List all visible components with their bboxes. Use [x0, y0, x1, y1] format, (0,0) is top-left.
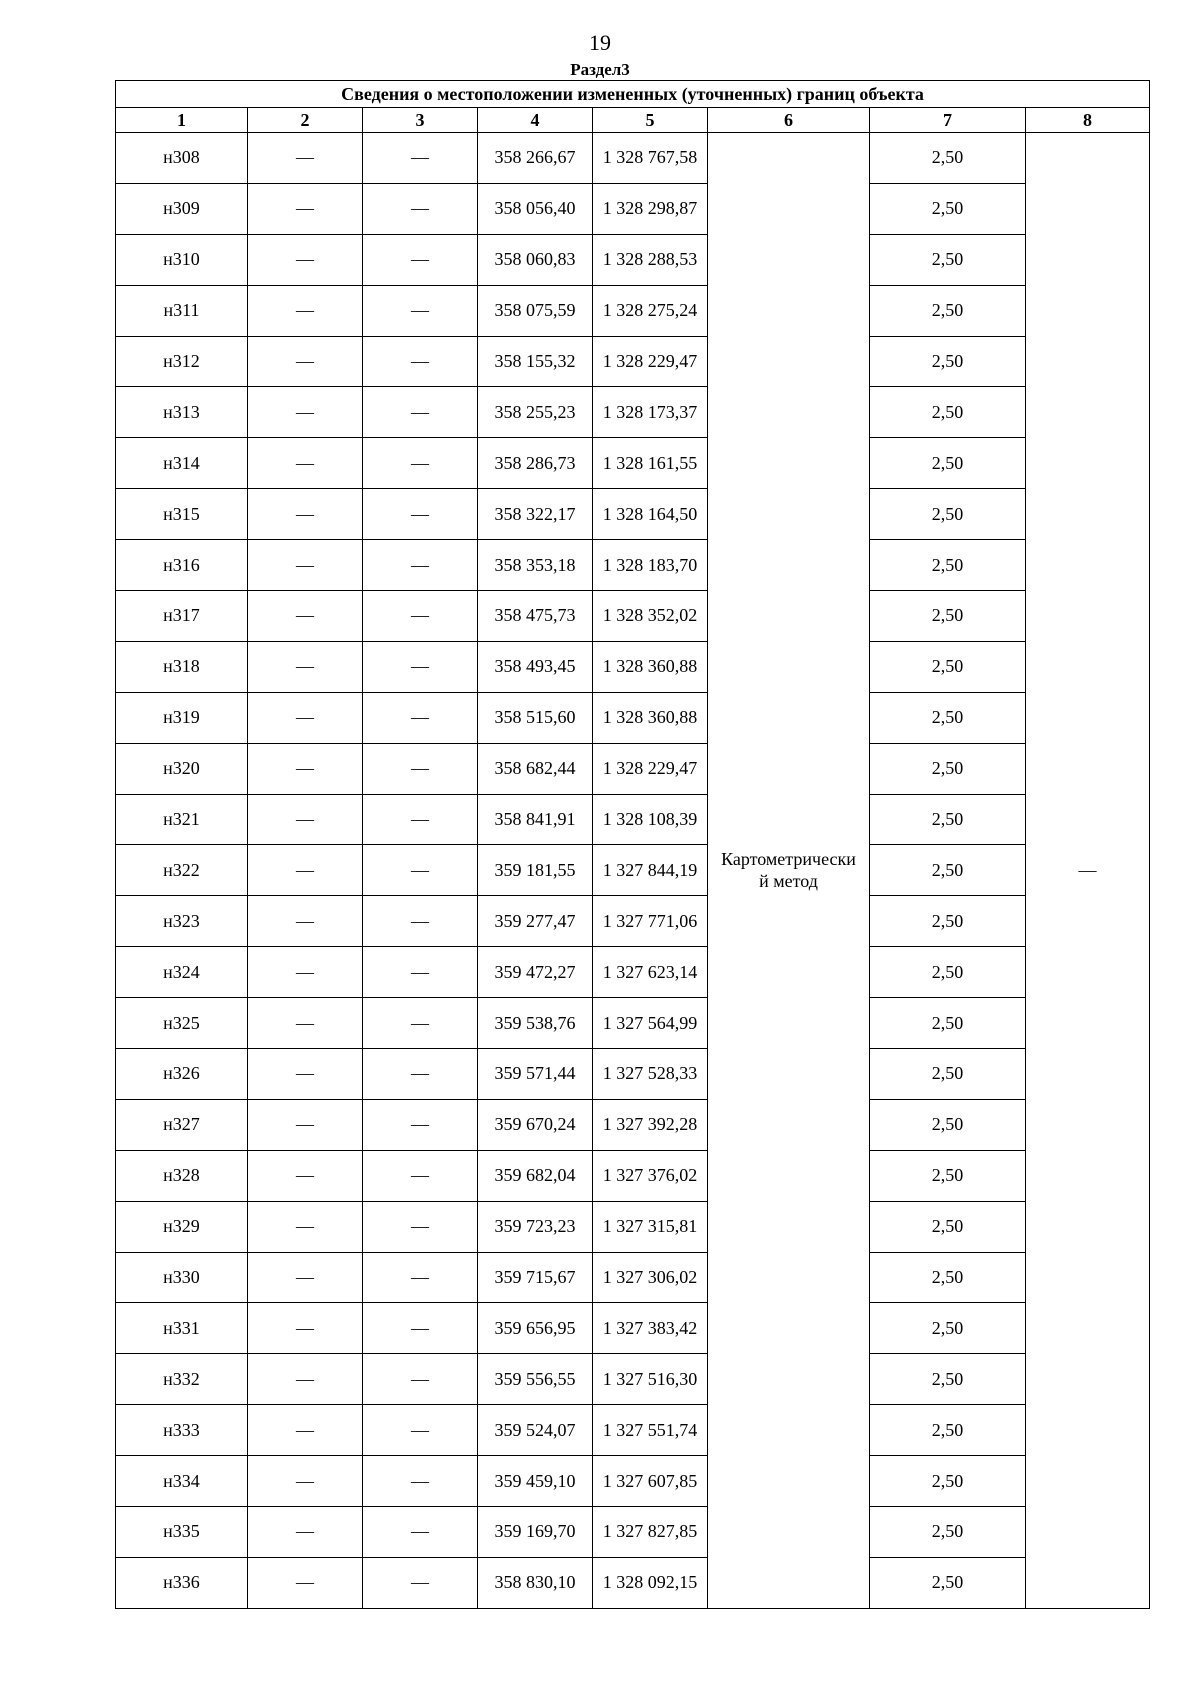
accuracy-cell: 2,50	[870, 1557, 1026, 1608]
coordinates-table	[115, 80, 1150, 1609]
column-2-cell: —	[248, 1201, 363, 1252]
column-number-row	[116, 108, 1150, 133]
point-number-cell: н334	[116, 1456, 248, 1507]
accuracy-cell: 2,50	[870, 896, 1026, 947]
point-number-cell: н333	[116, 1405, 248, 1456]
column-2-cell: —	[248, 1354, 363, 1405]
column-2-cell: —	[248, 1557, 363, 1608]
y-coordinate-cell: 1 328 288,53	[593, 234, 708, 285]
section-title: Раздел3	[570, 60, 630, 79]
column-number: 3	[363, 108, 478, 133]
x-coordinate-cell: 358 056,40	[478, 183, 593, 234]
y-coordinate-cell: 1 327 844,19	[593, 845, 708, 896]
accuracy-cell: 2,50	[870, 1252, 1026, 1303]
point-number-cell: н324	[116, 947, 248, 998]
column-3-cell: —	[363, 1049, 478, 1100]
point-number-cell: н322	[116, 845, 248, 896]
y-coordinate-cell: 1 328 161,55	[593, 438, 708, 489]
column-2-cell: —	[248, 692, 363, 743]
y-coordinate-cell: 1 328 352,02	[593, 591, 708, 642]
column-2-cell: —	[248, 1252, 363, 1303]
method-text-line-2: й метод	[759, 871, 818, 892]
table-row	[116, 896, 1150, 947]
y-coordinate-cell: 1 328 275,24	[593, 285, 708, 336]
point-number-cell: н320	[116, 743, 248, 794]
column-3-cell: —	[363, 234, 478, 285]
point-number-cell: н313	[116, 387, 248, 438]
x-coordinate-cell: 359 524,07	[478, 1405, 593, 1456]
accuracy-cell: 2,50	[870, 591, 1026, 642]
column-3-cell: —	[363, 1252, 478, 1303]
column-3-cell: —	[363, 998, 478, 1049]
point-number-cell: н323	[116, 896, 248, 947]
x-coordinate-cell: 359 571,44	[478, 1049, 593, 1100]
x-coordinate-cell: 358 830,10	[478, 1557, 593, 1608]
y-coordinate-cell: 1 328 767,58	[593, 133, 708, 184]
accuracy-cell: 2,50	[870, 794, 1026, 845]
accuracy-cell: 2,50	[870, 489, 1026, 540]
accuracy-cell: 2,50	[870, 998, 1026, 1049]
column-3-cell: —	[363, 845, 478, 896]
table-row	[116, 1201, 1150, 1252]
accuracy-cell: 2,50	[870, 1507, 1026, 1558]
table-row	[116, 438, 1150, 489]
table-caption-row	[116, 81, 1150, 108]
accuracy-cell: 2,50	[870, 540, 1026, 591]
accuracy-cell: 2,50	[870, 285, 1026, 336]
x-coordinate-cell: 358 475,73	[478, 591, 593, 642]
point-number-cell: н331	[116, 1303, 248, 1354]
table-row	[116, 1354, 1150, 1405]
column-3-cell: —	[363, 1507, 478, 1558]
accuracy-cell: 2,50	[870, 438, 1026, 489]
point-number-cell: н311	[116, 285, 248, 336]
point-number-cell: н326	[116, 1049, 248, 1100]
column-3-cell: —	[363, 743, 478, 794]
point-number-cell: н318	[116, 641, 248, 692]
column-2-cell: —	[248, 285, 363, 336]
accuracy-cell: 2,50	[870, 1099, 1026, 1150]
y-coordinate-cell: 1 327 623,14	[593, 947, 708, 998]
x-coordinate-cell: 359 459,10	[478, 1456, 593, 1507]
column-number: 2	[248, 108, 363, 133]
table-row	[116, 1049, 1150, 1100]
x-coordinate-cell: 358 493,45	[478, 641, 593, 692]
column-3-cell: —	[363, 285, 478, 336]
y-coordinate-cell: 1 327 771,06	[593, 896, 708, 947]
table-row	[116, 133, 1150, 184]
table-row	[116, 641, 1150, 692]
column-2-cell: —	[248, 133, 363, 184]
table-row	[116, 1507, 1150, 1558]
column-3-cell: —	[363, 1557, 478, 1608]
column-2-cell: —	[248, 387, 363, 438]
accuracy-cell: 2,50	[870, 1303, 1026, 1354]
column-3-cell: —	[363, 794, 478, 845]
column-number: 4	[478, 108, 593, 133]
column-number: 7	[870, 108, 1026, 133]
table-row	[116, 285, 1150, 336]
column-3-cell: —	[363, 692, 478, 743]
point-number-cell: н321	[116, 794, 248, 845]
point-number-cell: н308	[116, 133, 248, 184]
point-number-cell: н328	[116, 1150, 248, 1201]
accuracy-cell: 2,50	[870, 387, 1026, 438]
column-2-cell: —	[248, 591, 363, 642]
y-coordinate-cell: 1 327 564,99	[593, 998, 708, 1049]
x-coordinate-cell: 358 155,32	[478, 336, 593, 387]
column-3-cell: —	[363, 387, 478, 438]
y-coordinate-cell: 1 328 229,47	[593, 743, 708, 794]
table-row	[116, 234, 1150, 285]
page-number: 19	[589, 30, 611, 55]
point-number-cell: н336	[116, 1557, 248, 1608]
column-number: 5	[593, 108, 708, 133]
table-row	[116, 489, 1150, 540]
point-number-cell: н309	[116, 183, 248, 234]
column-3-cell: —	[363, 1405, 478, 1456]
x-coordinate-cell: 359 670,24	[478, 1099, 593, 1150]
accuracy-cell: 2,50	[870, 947, 1026, 998]
column-2-cell: —	[248, 947, 363, 998]
point-number-cell: н330	[116, 1252, 248, 1303]
y-coordinate-cell: 1 328 360,88	[593, 692, 708, 743]
column-3-cell: —	[363, 1150, 478, 1201]
table-row	[116, 1303, 1150, 1354]
x-coordinate-cell: 358 515,60	[478, 692, 593, 743]
point-number-cell: н310	[116, 234, 248, 285]
column-2-cell: —	[248, 641, 363, 692]
point-number-cell: н312	[116, 336, 248, 387]
x-coordinate-cell: 359 715,67	[478, 1252, 593, 1303]
table-row	[116, 1099, 1150, 1150]
column-2-cell: —	[248, 1405, 363, 1456]
column-number: 8	[1026, 108, 1150, 133]
column-2-cell: —	[248, 183, 363, 234]
column-3-cell: —	[363, 438, 478, 489]
y-coordinate-cell: 1 327 551,74	[593, 1405, 708, 1456]
column-2-cell: —	[248, 540, 363, 591]
point-number-cell: н314	[116, 438, 248, 489]
y-coordinate-cell: 1 327 528,33	[593, 1049, 708, 1100]
column-3-cell: —	[363, 896, 478, 947]
table-row	[116, 183, 1150, 234]
table-row	[116, 1252, 1150, 1303]
column-3-cell: —	[363, 1456, 478, 1507]
x-coordinate-cell: 358 286,73	[478, 438, 593, 489]
accuracy-cell: 2,50	[870, 1150, 1026, 1201]
method-text-line-1: Картометрически	[721, 849, 856, 870]
point-number-cell: н325	[116, 998, 248, 1049]
column-3-cell: —	[363, 133, 478, 184]
table-row	[116, 540, 1150, 591]
column-3-cell: —	[363, 1303, 478, 1354]
y-coordinate-cell: 1 327 376,02	[593, 1150, 708, 1201]
column-2-cell: —	[248, 1150, 363, 1201]
table-row	[116, 998, 1150, 1049]
table-row	[116, 743, 1150, 794]
accuracy-cell: 2,50	[870, 1405, 1026, 1456]
point-number-cell: н319	[116, 692, 248, 743]
column-2-cell: —	[248, 336, 363, 387]
y-coordinate-cell: 1 328 108,39	[593, 794, 708, 845]
method-cell	[708, 133, 870, 1609]
y-coordinate-cell: 1 328 229,47	[593, 336, 708, 387]
y-coordinate-cell: 1 327 306,02	[593, 1252, 708, 1303]
x-coordinate-cell: 358 255,23	[478, 387, 593, 438]
column-3-cell: —	[363, 489, 478, 540]
y-coordinate-cell: 1 327 383,42	[593, 1303, 708, 1354]
column-2-cell: —	[248, 998, 363, 1049]
table-row	[116, 794, 1150, 845]
column-2-cell: —	[248, 489, 363, 540]
y-coordinate-cell: 1 327 315,81	[593, 1201, 708, 1252]
column-8-cell: —	[1026, 133, 1150, 1609]
y-coordinate-cell: 1 328 092,15	[593, 1557, 708, 1608]
accuracy-cell: 2,50	[870, 133, 1026, 184]
column-2-cell: —	[248, 845, 363, 896]
point-number-cell: н332	[116, 1354, 248, 1405]
column-2-cell: —	[248, 794, 363, 845]
column-2-cell: —	[248, 234, 363, 285]
table-row	[116, 1150, 1150, 1201]
column-2-cell: —	[248, 743, 363, 794]
x-coordinate-cell: 358 353,18	[478, 540, 593, 591]
column-2-cell: —	[248, 896, 363, 947]
table-row	[116, 1405, 1150, 1456]
y-coordinate-cell: 1 327 827,85	[593, 1507, 708, 1558]
point-number-cell: н316	[116, 540, 248, 591]
x-coordinate-cell: 359 556,55	[478, 1354, 593, 1405]
point-number-cell: н335	[116, 1507, 248, 1558]
accuracy-cell: 2,50	[870, 1354, 1026, 1405]
table-row	[116, 692, 1150, 743]
column-2-cell: —	[248, 438, 363, 489]
accuracy-cell: 2,50	[870, 845, 1026, 896]
column-3-cell: —	[363, 1354, 478, 1405]
column-3-cell: —	[363, 183, 478, 234]
accuracy-cell: 2,50	[870, 743, 1026, 794]
accuracy-cell: 2,50	[870, 183, 1026, 234]
point-number-cell: н315	[116, 489, 248, 540]
table-row	[116, 1456, 1150, 1507]
accuracy-cell: 2,50	[870, 1201, 1026, 1252]
accuracy-cell: 2,50	[870, 1456, 1026, 1507]
y-coordinate-cell: 1 327 607,85	[593, 1456, 708, 1507]
table-row	[116, 845, 1150, 896]
column-3-cell: —	[363, 336, 478, 387]
table-row	[116, 336, 1150, 387]
column-2-cell: —	[248, 1303, 363, 1354]
y-coordinate-cell: 1 327 392,28	[593, 1099, 708, 1150]
x-coordinate-cell: 358 841,91	[478, 794, 593, 845]
column-number: 6	[708, 108, 870, 133]
column-3-cell: —	[363, 947, 478, 998]
y-coordinate-cell: 1 328 298,87	[593, 183, 708, 234]
x-coordinate-cell: 359 277,47	[478, 896, 593, 947]
column-2-cell: —	[248, 1099, 363, 1150]
x-coordinate-cell: 358 322,17	[478, 489, 593, 540]
column-2-cell: —	[248, 1507, 363, 1558]
column-3-cell: —	[363, 540, 478, 591]
y-coordinate-cell: 1 328 183,70	[593, 540, 708, 591]
accuracy-cell: 2,50	[870, 1049, 1026, 1100]
x-coordinate-cell: 359 723,23	[478, 1201, 593, 1252]
y-coordinate-cell: 1 327 516,30	[593, 1354, 708, 1405]
accuracy-cell: 2,50	[870, 234, 1026, 285]
y-coordinate-cell: 1 328 173,37	[593, 387, 708, 438]
point-number-cell: н327	[116, 1099, 248, 1150]
table-row	[116, 1557, 1150, 1608]
y-coordinate-cell: 1 328 360,88	[593, 641, 708, 692]
point-number-cell: н329	[116, 1201, 248, 1252]
x-coordinate-cell: 358 060,83	[478, 234, 593, 285]
accuracy-cell: 2,50	[870, 641, 1026, 692]
x-coordinate-cell: 359 169,70	[478, 1507, 593, 1558]
accuracy-cell: 2,50	[870, 336, 1026, 387]
table-caption: Сведения о местоположении измененных (уточненных) границ объекта	[116, 81, 1150, 108]
table-row	[116, 591, 1150, 642]
column-3-cell: —	[363, 641, 478, 692]
x-coordinate-cell: 358 075,59	[478, 285, 593, 336]
x-coordinate-cell: 359 538,76	[478, 998, 593, 1049]
x-coordinate-cell: 358 266,67	[478, 133, 593, 184]
accuracy-cell: 2,50	[870, 692, 1026, 743]
table-row	[116, 947, 1150, 998]
column-3-cell: —	[363, 1201, 478, 1252]
x-coordinate-cell: 359 656,95	[478, 1303, 593, 1354]
table-row	[116, 387, 1150, 438]
x-coordinate-cell: 358 682,44	[478, 743, 593, 794]
x-coordinate-cell: 359 472,27	[478, 947, 593, 998]
x-coordinate-cell: 359 181,55	[478, 845, 593, 896]
column-3-cell: —	[363, 1099, 478, 1150]
column-2-cell: —	[248, 1456, 363, 1507]
column-2-cell: —	[248, 1049, 363, 1100]
column-3-cell: —	[363, 591, 478, 642]
point-number-cell: н317	[116, 591, 248, 642]
column-number: 1	[116, 108, 248, 133]
table-body	[116, 133, 1150, 1609]
y-coordinate-cell: 1 328 164,50	[593, 489, 708, 540]
x-coordinate-cell: 359 682,04	[478, 1150, 593, 1201]
